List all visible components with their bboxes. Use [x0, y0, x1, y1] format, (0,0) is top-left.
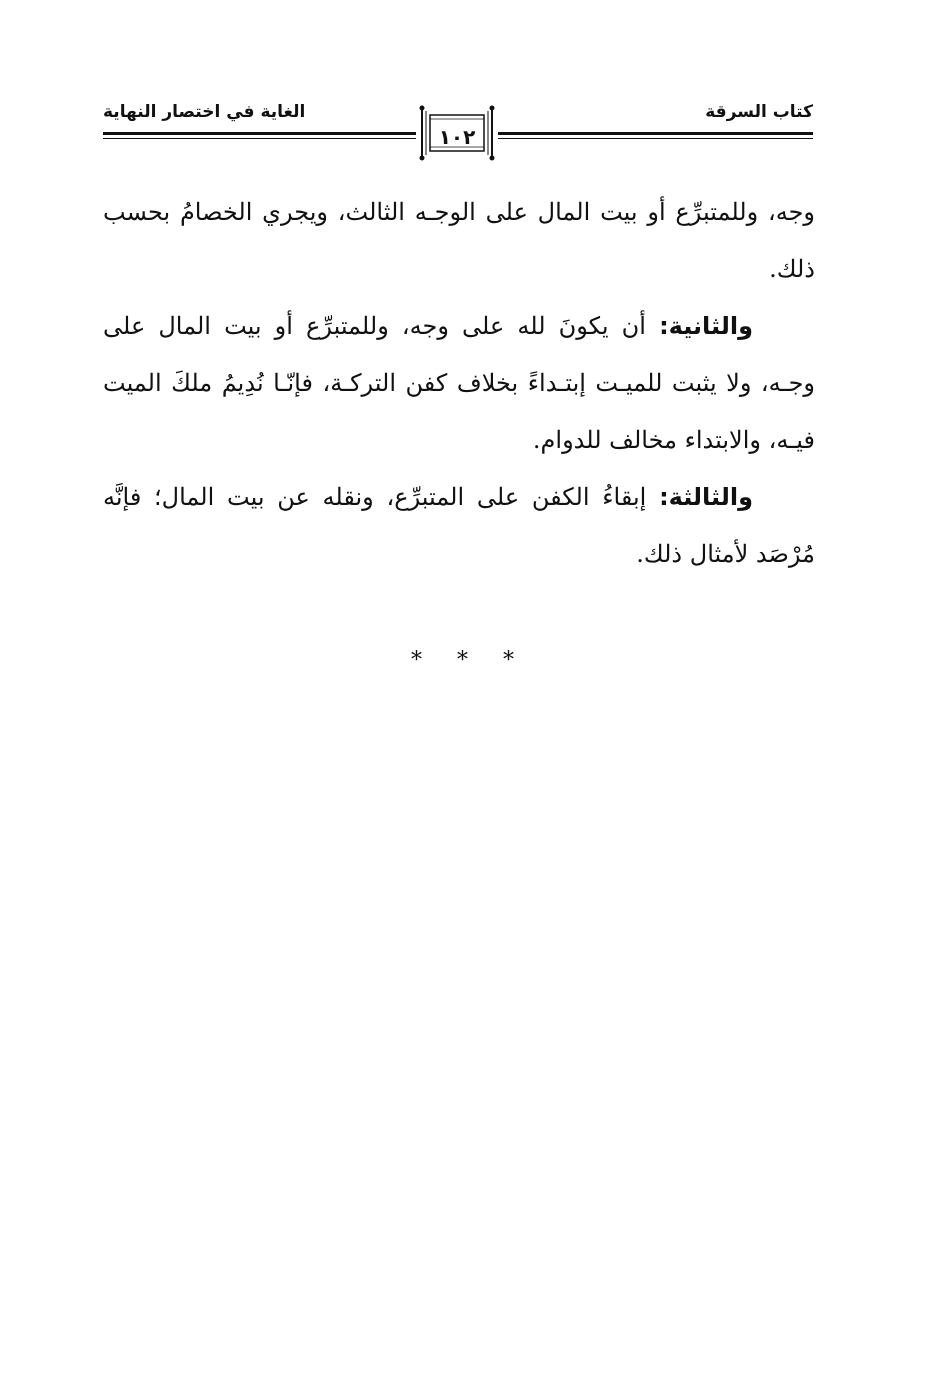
section-separator: * * *	[411, 648, 528, 673]
paragraph-1: وجه، وللمتبرِّع أو بيت المال على الوجـه الثالث، ويجري الخصامُ بحسب ذلك.	[103, 198, 815, 283]
paragraph-2	[103, 298, 815, 469]
book-title: الغاية في اختصار النهاية	[103, 102, 306, 122]
page-number-frame	[416, 105, 498, 161]
chapter-title: كتاب السرقة	[705, 102, 813, 122]
paragraph-3	[103, 469, 815, 583]
paragraph-3-term: والثالثة:	[659, 483, 753, 511]
paragraph-2-term: والثانية:	[659, 312, 753, 340]
running-header	[103, 90, 813, 170]
paragraph-2-text: أن يكونَ لله على وجه، وللمتبرِّع أو بيت المال على وجـه، ولا يثبت للميـت إبتـداءً بخلاف كفن التركـة، فإنّـا نُدِيمُ ملكَ الميت فيـه، والابتداء مخالف للدوام.	[103, 312, 815, 454]
page-number: ١٠٢	[438, 125, 476, 149]
paragraph-3-text: إبقاءُ الكفن على المتبرِّع، ونقله عن بيت المال؛ فإنَّه مُرْصَد لأمثال ذلك.	[103, 483, 815, 568]
body-text	[103, 184, 815, 583]
